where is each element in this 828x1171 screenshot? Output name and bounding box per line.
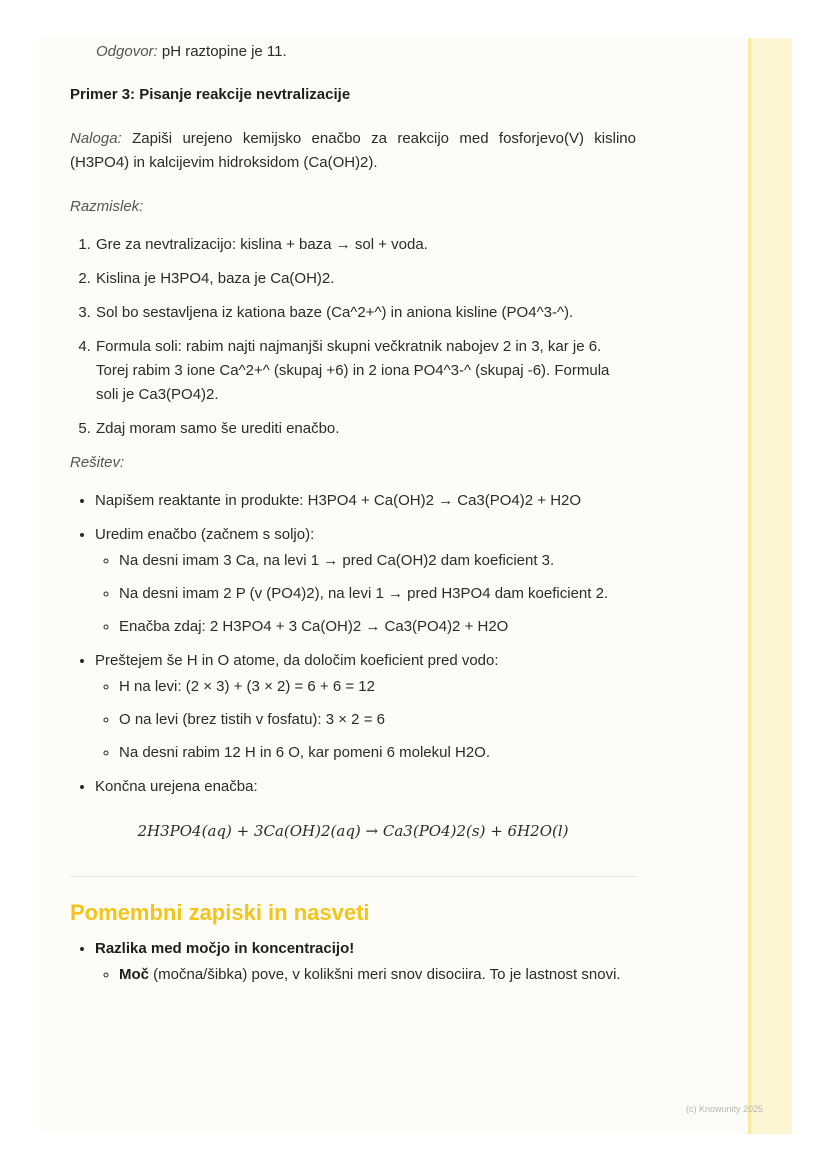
answer-line xyxy=(70,40,636,64)
list-item xyxy=(95,523,636,639)
list-item xyxy=(119,963,636,987)
list-item: ◦ Enačba zdaj: 2 H3PO4 + 3 Ca(OH)2 → Ca3(PO4)2 + H2O xyxy=(119,615,636,639)
reasoning-label: Razmislek: xyxy=(70,198,144,215)
task-text: Zapiši urejeno kemijsko enačbo za reakcijo med fosforjevo(V) kislino (H3PO4) in kalcijevim hidroksidom (Ca(OH)2). xyxy=(70,130,636,171)
list-item: 5. Zdaj moram samo še urediti enačbo. xyxy=(95,417,636,441)
list-item: 2. Kislina je H3PO4, baza je Ca(OH)2. xyxy=(95,267,636,291)
solution-list xyxy=(70,489,636,799)
document-content xyxy=(70,40,636,996)
note-heading: Razlika med močjo in koncentracijo! xyxy=(95,940,355,957)
solution-step-4: Končna urejena enačba: xyxy=(95,778,258,795)
solution-step-3: Preštejem še H in O atome, da določim koeficient pred vodo: xyxy=(95,652,499,669)
note-term: Moč xyxy=(119,966,149,983)
answer-text: pH raztopine je 11. xyxy=(157,43,287,60)
margin-strip xyxy=(748,38,792,1134)
answer-label: Odgovor: xyxy=(96,43,158,60)
list-item xyxy=(95,937,636,987)
final-equation: 2H3PO4(aq) + 3Ca(OH)2(aq) → Ca3(PO4)2(s) + 6H2O(l) xyxy=(137,822,569,840)
example-title: Primer 3: Pisanje reakcije nevtralizacije xyxy=(70,86,351,103)
list-item xyxy=(95,489,636,513)
list-item: 4. Formula soli: rabim najti najmanjši skupni večkratnik nabojev 2 in 3, kar je 6. Torej rabim 3 ione Ca^2+^ (skupaj +6) in 2 iona PO4^3-^ (skupaj -6). Formula soli je Ca3(PO4)2. xyxy=(95,335,636,407)
solution-label: Rešitev: xyxy=(70,454,125,471)
list-item: ◦ O na levi (brez tistih v fosfatu): 3 × 2 = 6 xyxy=(119,708,636,732)
sub-list xyxy=(95,549,636,639)
task-label: Naloga: xyxy=(70,130,122,147)
list-item: ◦ H na levi: (2 × 3) + (3 × 2) = 6 + 6 = 12 xyxy=(119,675,636,699)
list-item xyxy=(95,775,636,799)
solution-step-1: Napišem reaktante in produkte: H3PO4 + Ca(OH)2 → Ca3(PO4)2 + H2O xyxy=(95,492,582,509)
solution-step-2: Uredim enačbo (začnem s soljo): xyxy=(95,526,315,543)
section-divider xyxy=(70,876,636,877)
copyright-footer: (c) Knowunity 2025 xyxy=(686,1104,764,1114)
list-item: ◦ Na desni rabim 12 H in 6 O, kar pomeni 6 molekul H2O. xyxy=(119,741,636,765)
list-item: 1. Gre za nevtralizacijo: kislina + baza → sol + voda. xyxy=(95,233,636,257)
note-text: (močna/šibka) pove, v kolikšni meri snov disociira. To je lastnost snovi. xyxy=(149,966,621,983)
notes-list xyxy=(70,937,636,987)
reasoning-steps xyxy=(70,233,636,441)
sub-list xyxy=(95,963,636,987)
sub-list xyxy=(95,675,636,765)
list-item: ◦ Na desni imam 3 Ca, na levi 1 → pred Ca(OH)2 dam koeficient 3. xyxy=(119,549,636,573)
list-item xyxy=(95,649,636,765)
list-item: 3. Sol bo sestavljena iz kationa baze (Ca^2+^) in aniona kisline (PO4^3-^). xyxy=(95,301,636,325)
list-item: ◦ Na desni imam 2 P (v (PO4)2), na levi 1 → pred H3PO4 dam koeficient 2. xyxy=(119,582,636,606)
task-paragraph xyxy=(70,127,636,175)
section-title: Pomembni zapiski in nasveti xyxy=(70,900,370,925)
